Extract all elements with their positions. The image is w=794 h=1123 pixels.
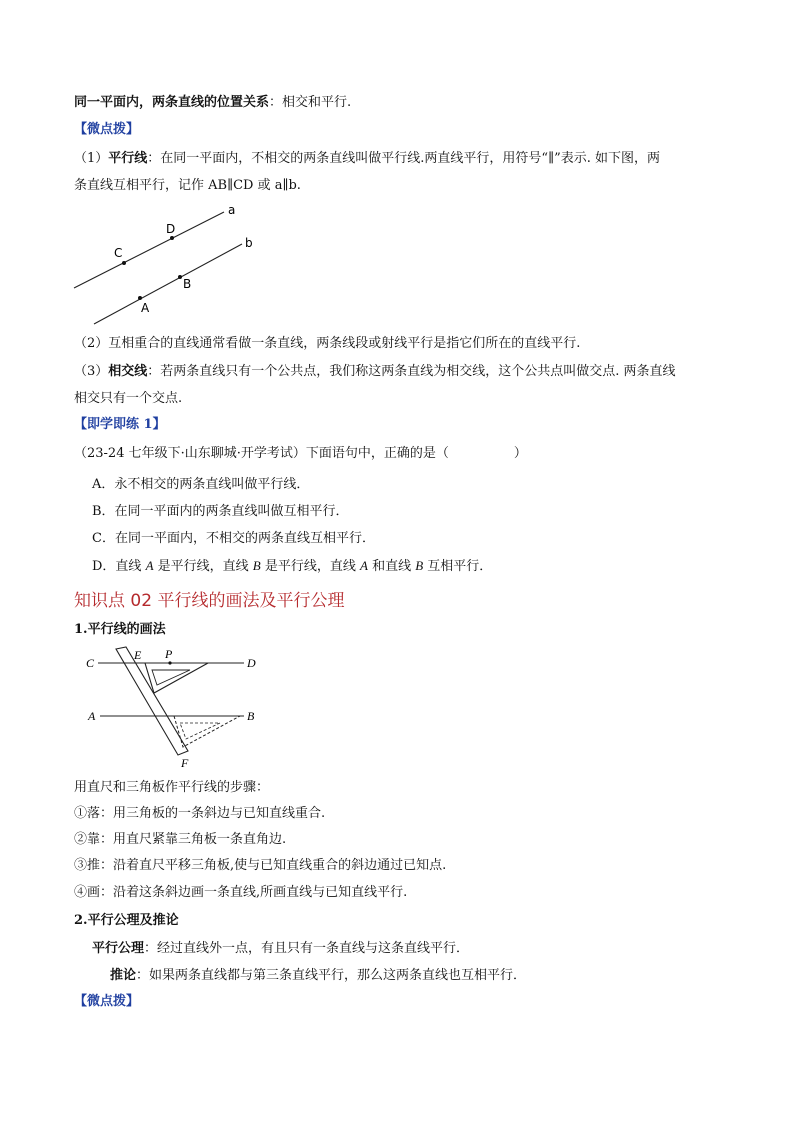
axiom-text: ：经过直线外一点，有且只有一条直线与这条直线平行． bbox=[144, 941, 470, 956]
para2: （2）互相重合的直线通常看做一条直线，两条线段或射线平行是指它们所在的直线平行. bbox=[74, 336, 581, 351]
point-C bbox=[122, 261, 126, 265]
point-P bbox=[168, 661, 171, 664]
step-3: ③推：沿着直尺平移三角板,使与已知直线重合的斜边通过已知点. bbox=[74, 858, 447, 873]
label-E: E bbox=[134, 648, 142, 662]
label-C: C bbox=[114, 246, 123, 260]
option-b: B．在同一平面内的两条直线叫做互相平行． bbox=[92, 504, 349, 519]
triangle-bottom-dashed bbox=[174, 716, 240, 747]
corollary-line bbox=[110, 967, 526, 985]
subheading-axiom: 2.平行公理及推论 bbox=[74, 913, 179, 928]
line-a bbox=[74, 212, 224, 288]
practice-label: 【即学即练 1】 bbox=[74, 417, 166, 432]
para1-term: 平行线 bbox=[108, 151, 148, 166]
intro-rest: ：相交和平行. bbox=[269, 95, 352, 110]
label-C2: C bbox=[86, 656, 95, 670]
axiom-line bbox=[92, 940, 469, 958]
option-d-mid3: 和直线 bbox=[367, 559, 416, 574]
option-d-var2: B bbox=[252, 558, 261, 573]
section-heading: 知识点 02 平行线的画法及平行公理 bbox=[74, 591, 345, 611]
option-d-mid2: 是平行线，直线 bbox=[260, 559, 360, 574]
subheading-drawing: 1.平行线的画法 bbox=[74, 622, 166, 637]
corollary-term: 推论 bbox=[110, 968, 137, 983]
option-c: C．在同一平面内，不相交的两条直线互相平行． bbox=[92, 531, 375, 546]
label-A2: A bbox=[88, 709, 96, 723]
option-a: A．永不相交的两条直线叫做平行线． bbox=[92, 477, 310, 492]
para3-line2: 相交只有一个交点. bbox=[74, 391, 183, 406]
axiom-term: 平行公理 bbox=[92, 941, 145, 956]
label-D2: D bbox=[247, 656, 256, 670]
ruler-triangle-figure bbox=[80, 643, 270, 771]
intro-line bbox=[74, 94, 351, 112]
label-P: P bbox=[165, 647, 173, 661]
para3-term: 相交线 bbox=[108, 364, 148, 379]
step-1: ①落：用三角板的一条斜边与已知直线重合. bbox=[74, 806, 326, 821]
para3-line1 bbox=[74, 363, 676, 381]
parallel-lines-figure bbox=[60, 196, 280, 330]
point-D bbox=[170, 236, 174, 240]
para1-text: ：在同一平面内，不相交的两条直线叫做平行线.两直线平行，用符号“∥”表示. 如下图，两 bbox=[147, 151, 660, 166]
corollary-text: ：如果两条直线都与第三条直线平行，那么这两条直线也互相平行． bbox=[136, 968, 527, 983]
option-d-var3: A bbox=[360, 558, 368, 573]
label-B2: B bbox=[247, 709, 255, 723]
point-B bbox=[178, 275, 182, 279]
option-d-pre: D．直线 bbox=[92, 559, 146, 574]
triangle-top-inner bbox=[152, 670, 190, 685]
para3-lead: （3） bbox=[74, 364, 109, 379]
question-stem: （23-24 七年级下·山东聊城·开学考试）下面语句中，正确的是（ ） bbox=[74, 446, 527, 461]
para3-text: ：若两条直线只有一个公共点，我们称这两条直线为相交线，这个公共点叫做交点. 两条直线 bbox=[147, 364, 676, 379]
triangle-bottom-inner bbox=[180, 723, 220, 739]
option-d-mid1: 是平行线，直线 bbox=[153, 559, 253, 574]
para1-line2: 条直线互相平行，记作 AB∥CD 或 a∥b. bbox=[74, 178, 301, 193]
tip-label-2: 【微点拨】 bbox=[74, 994, 140, 1009]
para1-lead: （1） bbox=[74, 151, 109, 166]
label-F: F bbox=[181, 756, 189, 770]
label-b: b bbox=[245, 236, 253, 250]
para1-line1 bbox=[74, 150, 660, 168]
intro-bold: 同一平面内，两条直线的位置关系 bbox=[74, 95, 270, 110]
option-d-var4: B bbox=[415, 558, 424, 573]
tip-label-1: 【微点拨】 bbox=[74, 122, 140, 137]
option-d bbox=[92, 557, 492, 576]
step-2: ②靠：用直尺紧靠三角板一条直角边. bbox=[74, 832, 287, 847]
point-A bbox=[138, 296, 142, 300]
label-a: a bbox=[228, 203, 236, 217]
label-B: B bbox=[183, 277, 192, 291]
step-4: ④画：沿着这条斜边画一条直线,所画直线与已知直线平行. bbox=[74, 885, 408, 900]
option-d-var1: A bbox=[145, 558, 154, 573]
steps-title: 用直尺和三角板作平行线的步骤： bbox=[74, 780, 270, 795]
label-D: D bbox=[166, 222, 176, 236]
label-A: A bbox=[141, 301, 150, 315]
option-d-post: 互相平行． bbox=[423, 559, 493, 574]
